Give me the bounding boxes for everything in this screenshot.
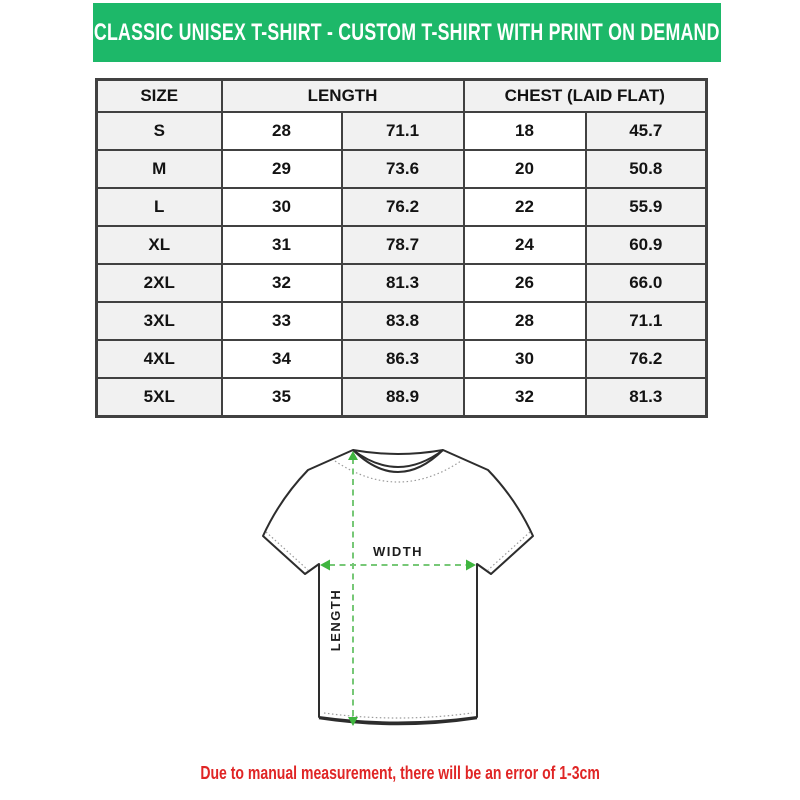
chest-in-cell: 22 (464, 188, 586, 226)
length-cm-cell: 76.2 (342, 188, 464, 226)
chest-cm-cell: 81.3 (586, 378, 707, 417)
column-header-size: SIZE (97, 80, 222, 113)
length-in-cell: 29 (222, 150, 342, 188)
chest-in-cell: 28 (464, 302, 586, 340)
size-table-container (95, 78, 708, 418)
size-cell: 4XL (97, 340, 222, 378)
table-row (97, 150, 707, 188)
length-cm-cell: 71.1 (342, 112, 464, 150)
column-header-chest: CHEST (LAID FLAT) (464, 80, 707, 113)
chest-cm-cell: 55.9 (586, 188, 707, 226)
length-in-cell: 33 (222, 302, 342, 340)
length-cm-cell: 73.6 (342, 150, 464, 188)
size-cell: 2XL (97, 264, 222, 302)
size-cell: L (97, 188, 222, 226)
table-row (97, 188, 707, 226)
length-cm-cell: 83.8 (342, 302, 464, 340)
length-cm-cell: 86.3 (342, 340, 464, 378)
length-in-cell: 31 (222, 226, 342, 264)
size-cell: 3XL (97, 302, 222, 340)
chest-in-cell: 18 (464, 112, 586, 150)
table-row (97, 302, 707, 340)
chest-in-cell: 32 (464, 378, 586, 417)
length-in-cell: 35 (222, 378, 342, 417)
tshirt-diagram-svg (240, 437, 560, 757)
chest-in-cell: 30 (464, 340, 586, 378)
size-cell: 5XL (97, 378, 222, 417)
page-title: CLASSIC UNISEX T-SHIRT - CUSTOM T-SHIRT WITH PRINT ON DEMAND (94, 18, 720, 46)
length-in-cell: 34 (222, 340, 342, 378)
table-row (97, 112, 707, 150)
length-cm-cell: 88.9 (342, 378, 464, 417)
column-header-length: LENGTH (222, 80, 464, 113)
chest-in-cell: 20 (464, 150, 586, 188)
table-row (97, 226, 707, 264)
size-chart-table (95, 78, 708, 418)
tshirt-measurement-diagram (240, 437, 560, 757)
size-cell: S (97, 112, 222, 150)
chest-cm-cell: 71.1 (586, 302, 707, 340)
table-header-row (97, 80, 707, 113)
size-cell: XL (97, 226, 222, 264)
table-row (97, 378, 707, 417)
length-cm-cell: 81.3 (342, 264, 464, 302)
tshirt-outline (263, 450, 533, 723)
length-in-cell: 32 (222, 264, 342, 302)
chest-cm-cell: 50.8 (586, 150, 707, 188)
measurement-error-note: Due to manual measurement, there will be an error of 1-3cm (200, 763, 600, 783)
chest-cm-cell: 60.9 (586, 226, 707, 264)
length-in-cell: 28 (222, 112, 342, 150)
chest-in-cell: 26 (464, 264, 586, 302)
footer-note-row (0, 763, 800, 784)
width-label: WIDTH (372, 544, 424, 559)
table-row (97, 340, 707, 378)
length-cm-cell: 78.7 (342, 226, 464, 264)
chest-cm-cell: 66.0 (586, 264, 707, 302)
chest-cm-cell: 45.7 (586, 112, 707, 150)
length-label: LENGTH (328, 588, 343, 652)
length-in-cell: 30 (222, 188, 342, 226)
chest-in-cell: 24 (464, 226, 586, 264)
table-row (97, 264, 707, 302)
title-banner (93, 3, 721, 62)
size-cell: M (97, 150, 222, 188)
chest-cm-cell: 76.2 (586, 340, 707, 378)
